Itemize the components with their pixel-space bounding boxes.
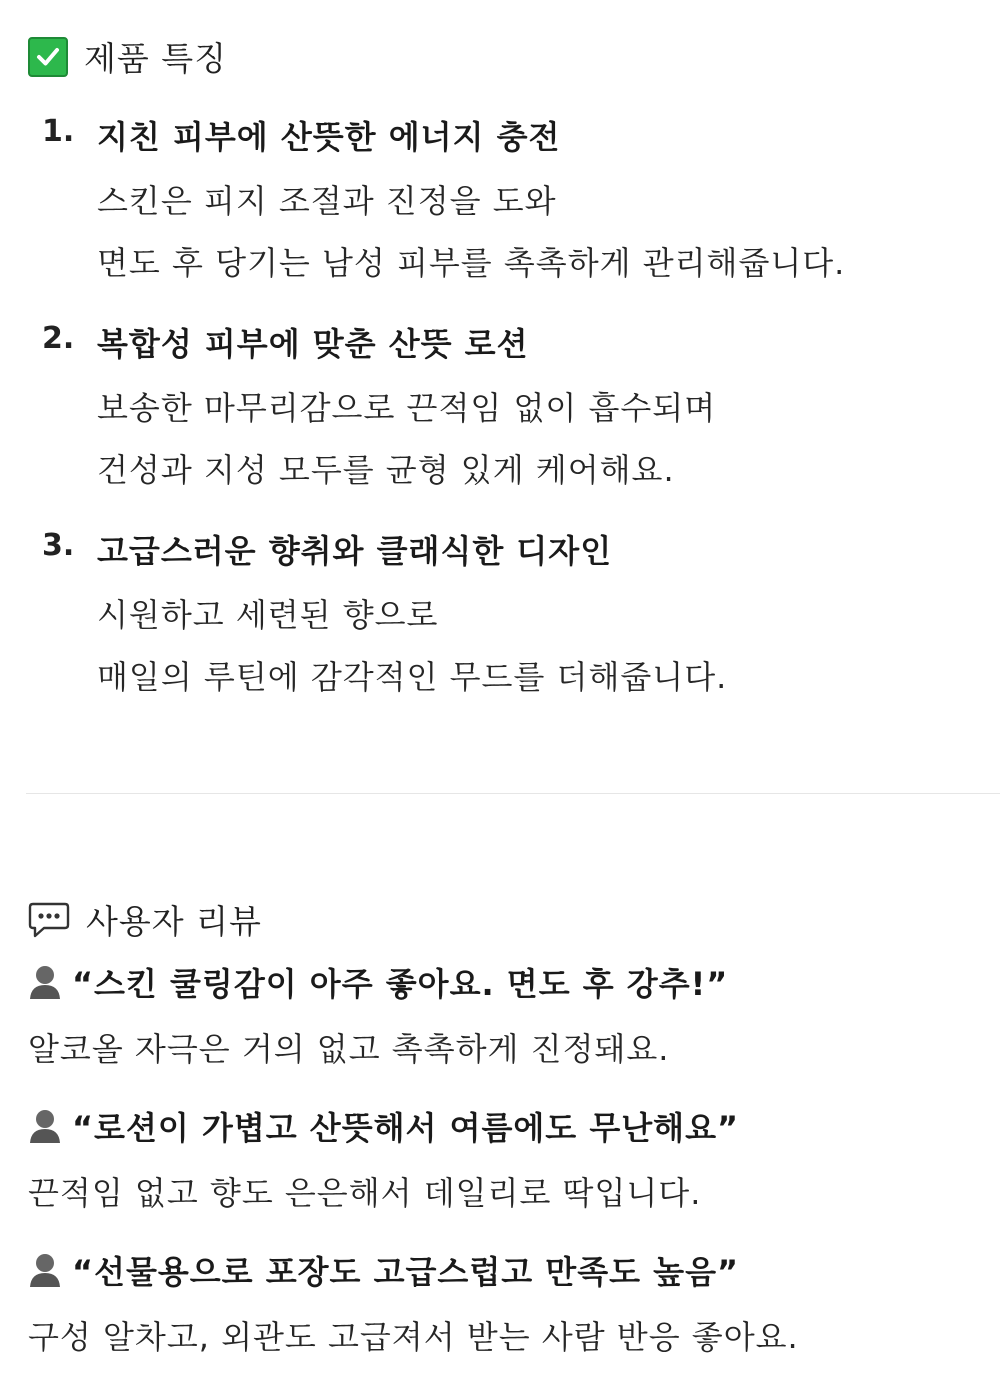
review-body: 알코올 자극은 거의 없고 촉촉하게 진정돼요. xyxy=(28,1030,670,1068)
feature-number: 3. xyxy=(42,528,75,563)
review-quote: “선물용으로 포장도 고급스럽고 만족도 높음” xyxy=(72,1253,740,1291)
person-silhouette-icon xyxy=(28,963,62,1001)
feature-description-line: 보송한 마무리감으로 끈적임 없이 흡수되며 xyxy=(97,389,717,427)
feature-title: 고급스러운 향취와 클래식한 디자인 xyxy=(97,532,613,570)
feature-description-line: 건성과 지성 모두를 균형 있게 케어해요. xyxy=(97,451,675,489)
review-title xyxy=(28,1247,739,1293)
review-title xyxy=(28,1103,739,1149)
review-title xyxy=(28,959,728,1005)
person-silhouette-icon xyxy=(28,1251,62,1289)
review-quote: “로션이 가볍고 산뜻해서 여름에도 무난해요” xyxy=(72,1109,740,1147)
check-mark-button-icon xyxy=(28,37,68,77)
feature-description-line: 면도 후 당기는 남성 피부를 촉촉하게 관리해줍니다. xyxy=(97,244,846,282)
feature-description-line: 시원하고 세련된 향으로 xyxy=(97,596,439,634)
reviews-heading-label: 사용자 리뷰 xyxy=(86,902,262,941)
review-body: 구성 알차고, 외관도 고급져서 받는 사람 반응 좋아요. xyxy=(28,1318,799,1356)
features-heading xyxy=(28,33,227,80)
feature-title: 지친 피부에 산뜻한 에너지 충전 xyxy=(97,118,561,156)
feature-title: 복합성 피부에 맞춘 산뜻 로션 xyxy=(97,325,529,363)
feature-number: 1. xyxy=(42,114,75,149)
feature-number: 2. xyxy=(42,321,75,356)
person-silhouette-icon xyxy=(28,1107,62,1145)
speech-balloon-icon xyxy=(28,900,70,940)
features-heading-label: 제품 특징 xyxy=(84,39,228,78)
review-body: 끈적임 없고 향도 은은해서 데일리로 딱입니다. xyxy=(28,1174,702,1212)
section-divider xyxy=(26,793,1000,794)
reviews-heading xyxy=(28,896,262,943)
feature-description-line: 스킨은 피지 조절과 진정을 도와 xyxy=(97,182,557,220)
feature-description-line: 매일의 루틴에 감각적인 무드를 더해줍니다. xyxy=(97,658,728,696)
review-quote: “스킨 쿨링감이 아주 좋아요. 면도 후 강추!” xyxy=(72,965,729,1003)
